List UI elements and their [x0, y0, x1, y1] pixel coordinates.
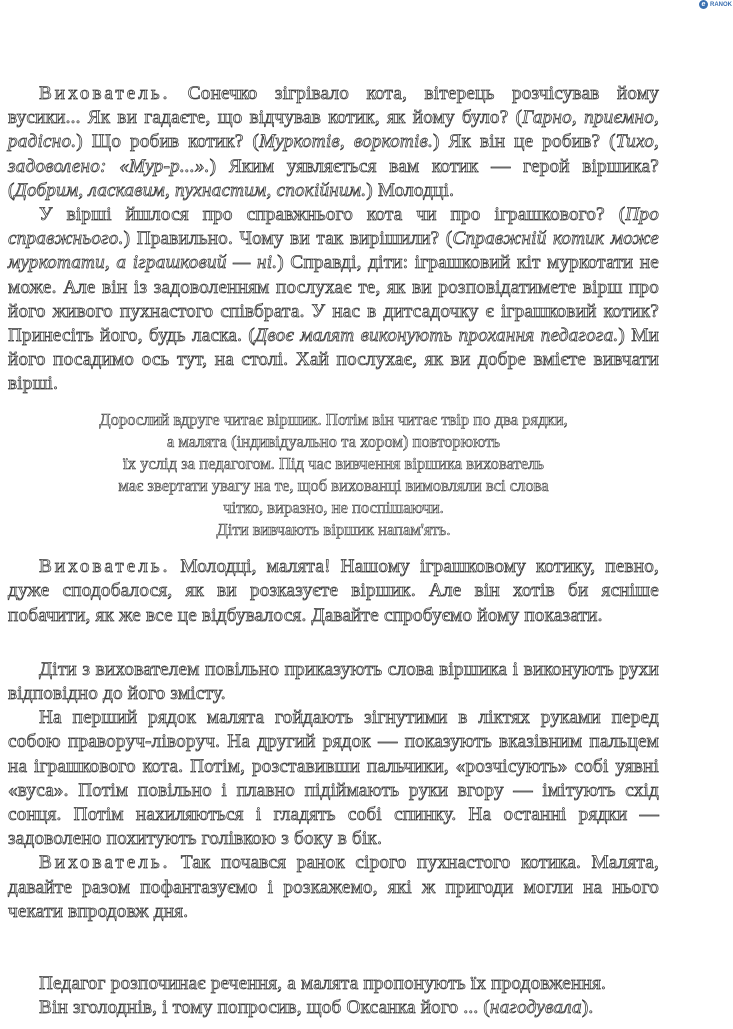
text-run: Так почався ранок сірого пухнастого котика. Малята, давайте разом пофантазуємо і розкажемо, які ж пригоди могли на нього чекати впродовж дня.	[8, 852, 659, 922]
text-run: ) Ми його посадимо ось тут, на столі. Хай послухає, як ви добре вмієте вивчати вірші.	[8, 325, 659, 395]
text-run: У вірші йшлося про справжнього кота чи про іграшкового? (	[39, 204, 626, 226]
answer-italic: Справжній котик може муркотати, а іграшковий — ні.	[8, 228, 659, 274]
paragraph-sentence-example	[8, 996, 659, 1020]
spacer	[8, 628, 659, 658]
text-run: ) Що робив котик? (	[76, 131, 260, 153]
paragraph-educator-3	[8, 851, 659, 924]
paragraph-teacher-starts: Педагог розпочинає речення, а малята пропонують їх продовження.	[39, 973, 606, 995]
answer-italic: нагодувала	[489, 997, 582, 1019]
answer-italic: Про справжнього.	[8, 204, 659, 250]
answer-italic: Муркотів, воркотів.	[259, 131, 434, 153]
logo-mark-icon: e	[699, 0, 708, 9]
publisher-logo	[699, 0, 732, 9]
paragraph-educator-1	[8, 82, 659, 203]
paragraph-educator-2	[8, 555, 659, 628]
paragraph-real-or-toy	[8, 203, 659, 397]
page-content	[8, 82, 659, 1020]
stage-direction-block	[54, 409, 614, 542]
text-run: ) Молодці.	[366, 179, 455, 201]
stage-direction-line: має звертати увагу на те, щоб вихованці вимовляли всі слова	[118, 475, 549, 495]
speaker-label: Вихователь.	[39, 852, 171, 874]
stage-direction-line: а малята (індивідуально та хором) повторюють	[166, 431, 501, 451]
text-run: ) Яким уявляється вам котик — герой віршика? (	[8, 155, 660, 201]
logo-text: RANOK	[710, 1, 732, 8]
answer-italic: Двоє малят виконують прохання педагога.	[255, 325, 619, 347]
answer-italic: Тихо, задоволено: «Мур-р...».	[8, 131, 659, 177]
stage-direction-line: Діти вивчають віршик напам'ять.	[216, 520, 451, 540]
speaker-label: Вихователь.	[39, 556, 171, 578]
stage-direction-line: чітко, виразно, не поспішаючи.	[223, 498, 444, 518]
text-run: Він зголоднів, і тому попросив, щоб Оксанка його ... (	[39, 997, 490, 1019]
stage-direction-line: Дорослий вдруге читає віршик. Потім він читає твір по два рядки,	[99, 409, 568, 429]
text-run: ) Справді, діти: іграшковий кіт муркотати не може. Але він із задоволенням послухає те, як ви розповідатимете вірш про його живого пухнастого співбрата. У нас в дитсадочку є іграшковий котик? Принесіть його, будь ласка. (	[8, 252, 659, 347]
text-run: ) Правильно. Чому ви так вирішили? (	[123, 228, 453, 250]
answer-italic: Гарно, приємно, радісно.	[8, 107, 659, 153]
text-run: Молодці, малята! Нашому іграшковому котику, певно, дуже сподобалося, як ви розказуєте віршик. Але він хотів би ясніше побачити, як же все це відбувалося. Давайте спробуємо йому показати.	[8, 556, 659, 626]
speaker-label: Вихователь.	[39, 83, 171, 104]
paragraph-children-movements: Діти з вихователем повільно приказують слова віршика і виконують рухи відповідно до його змісту.	[8, 658, 659, 705]
text-run: ) Як він це робив? (	[433, 131, 616, 153]
paragraph-movement-instructions: На перший рядок малята гойдають зігнутими в ліктях руками перед собою праворуч-ліворуч. На другий рядок — показують вказівним пальцем на іграшкового кота. Потім, розставивши пальчики, «розчісують» собі уявні «вуса». Потім повільно і плавно підіймають руки вгору — імітують схід сонця. Потім нахиляються і гладять собі спинку. На останні рядки — задоволено похитують голівкою з боку в бік.	[8, 707, 659, 850]
text-run: Сонечко зігрівало кота, вітерець розчісував йому вусики... Як ви гадаєте, що відчував котик, як йому було? (	[8, 83, 659, 129]
answer-italic: Добрим, ласкавим, пухнастим, спокійним.	[14, 179, 367, 201]
spacer	[8, 924, 659, 972]
text-run: ).	[581, 997, 594, 1019]
stage-direction-line: їх услід за педагогом. Під час вивчення віршика вихователь	[123, 453, 544, 473]
